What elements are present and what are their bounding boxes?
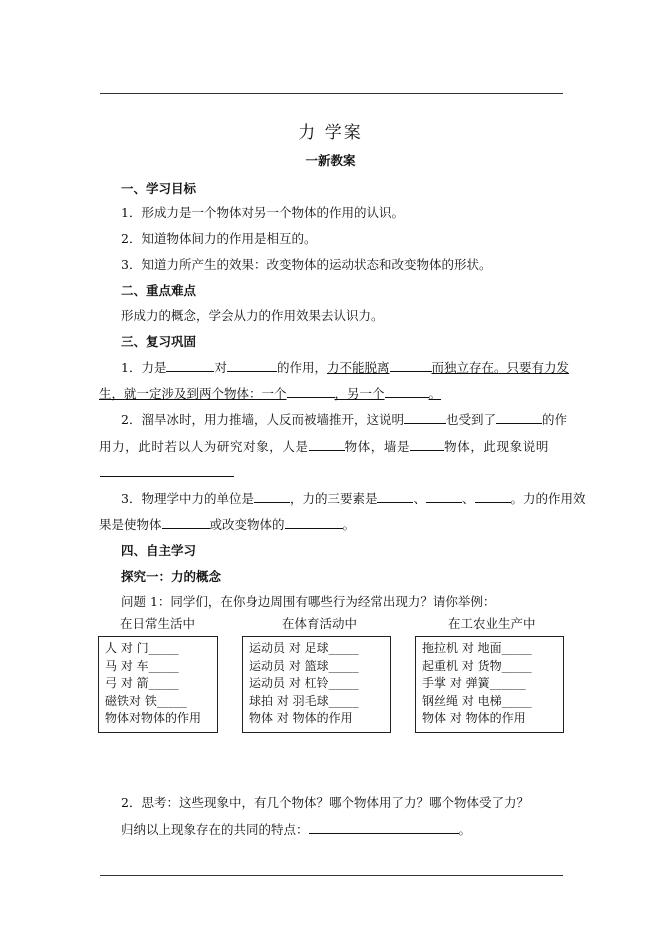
- example-line: 拖拉机 对 地面_____: [422, 641, 532, 655]
- section-2-heading: 二、重点难点: [121, 283, 197, 298]
- objective-1: 1．形成力是一个物体对另一个物体的作用的认识。: [121, 205, 404, 220]
- review-q2-line2: 用力，此时若以人为研究对象，人是 物体，墙是 物体，此现象说明: [99, 439, 549, 454]
- answer-blank[interactable]: [377, 490, 413, 503]
- example-line: 物体 对 物体的作用: [422, 711, 526, 725]
- answer-blank[interactable]: [385, 385, 429, 398]
- example-line: 马 对 车_____: [105, 658, 179, 673]
- page-title: 力 学案: [298, 123, 363, 143]
- example-line: 运动员 对 足球_____: [249, 641, 359, 655]
- example-line: 磁铁对 铁_____: [105, 693, 187, 708]
- example-line: 人 对 门_____: [105, 641, 179, 655]
- column-heading-sports: 在体育活动中: [282, 616, 358, 631]
- example-line: 运动员 对 杠铃_____: [249, 676, 359, 690]
- example-line: 钢丝绳 对 电梯_____: [422, 693, 532, 708]
- section-4-heading: 四、自主学习: [121, 543, 197, 558]
- page-subtitle: 一新教案: [305, 153, 356, 168]
- section-3-heading: 三、复习巩固: [121, 334, 197, 349]
- example-line: 起重机 对 货物_____: [422, 658, 532, 673]
- thinking-question: 2．思考：这些现象中，有几个物体？哪个物体用了力？哪个物体受了力？: [121, 795, 529, 810]
- daily-life-examples-box: [98, 636, 218, 733]
- answer-blank[interactable]: [426, 490, 462, 503]
- column-heading-daily-life: 在日常生活中: [120, 616, 196, 631]
- answer-blank[interactable]: [475, 490, 511, 503]
- bottom-rule: [100, 875, 563, 876]
- review-q1-line2: 生，就一定涉及到两个物体：一个 ，另一个 。: [99, 386, 442, 401]
- answer-blank[interactable]: [162, 516, 210, 529]
- column-heading-industry: 在工农业生产中: [448, 616, 536, 631]
- answer-blank[interactable]: [309, 438, 345, 451]
- review-q3-line2: 果是使物体 或改变物体的 。: [99, 517, 356, 532]
- answer-blank[interactable]: [166, 359, 214, 372]
- example-line: 物体 对 物体的作用: [249, 711, 353, 725]
- answer-line[interactable]: [100, 476, 234, 477]
- answer-blank[interactable]: [309, 822, 459, 834]
- answer-blank[interactable]: [410, 438, 444, 451]
- answer-blank[interactable]: [390, 359, 432, 372]
- example-line: 运动员 对 篮球_____: [249, 658, 359, 673]
- example-line: 手掌 对 弹簧______: [422, 676, 526, 690]
- objective-2: 2．知道物体间力的作用是相互的。: [121, 231, 317, 246]
- objective-3: 3．知道力所产生的效果：改变物体的运动状态和改变物体的形状。: [121, 257, 492, 272]
- answer-blank[interactable]: [496, 411, 542, 424]
- explore-1-heading: 探究一：力的概念: [121, 569, 222, 584]
- industry-examples-box: [415, 636, 564, 733]
- answer-blank[interactable]: [287, 385, 335, 398]
- summary-line: 归纳以上现象存在的共同的特点： 。: [121, 822, 472, 837]
- answer-blank[interactable]: [227, 359, 277, 372]
- key-points-text: 形成力的概念，学会从力的作用效果去认识力。: [121, 308, 384, 323]
- answer-blank[interactable]: [285, 516, 343, 529]
- sports-examples-box: [242, 636, 391, 733]
- answer-blank[interactable]: [254, 490, 290, 503]
- review-q1-line1: 1．力是 对 的作用，力不能脱离 而独立存在。只要有力发: [121, 360, 570, 375]
- top-rule: [100, 93, 563, 94]
- review-q2-line1: 2．溜旱冰时，用力推墙，人反而被墙推开，这说明 也受到了 的作: [121, 412, 567, 427]
- example-line: 弓 对 箭_____: [105, 676, 179, 690]
- example-line: 物体对物体的作用: [105, 711, 202, 725]
- review-q3-line1: 3．物理学中力的单位是 ，力的三要素是 、 、 。力的作用效: [121, 491, 586, 506]
- section-1-heading: 一、学习目标: [121, 181, 197, 196]
- answer-blank[interactable]: [404, 411, 446, 424]
- question-1: 问题 1：同学们，在你身边周围有哪些行为经常出现力？请你举例：: [121, 594, 496, 609]
- example-line: 球拍 对 羽毛球_____: [249, 693, 359, 708]
